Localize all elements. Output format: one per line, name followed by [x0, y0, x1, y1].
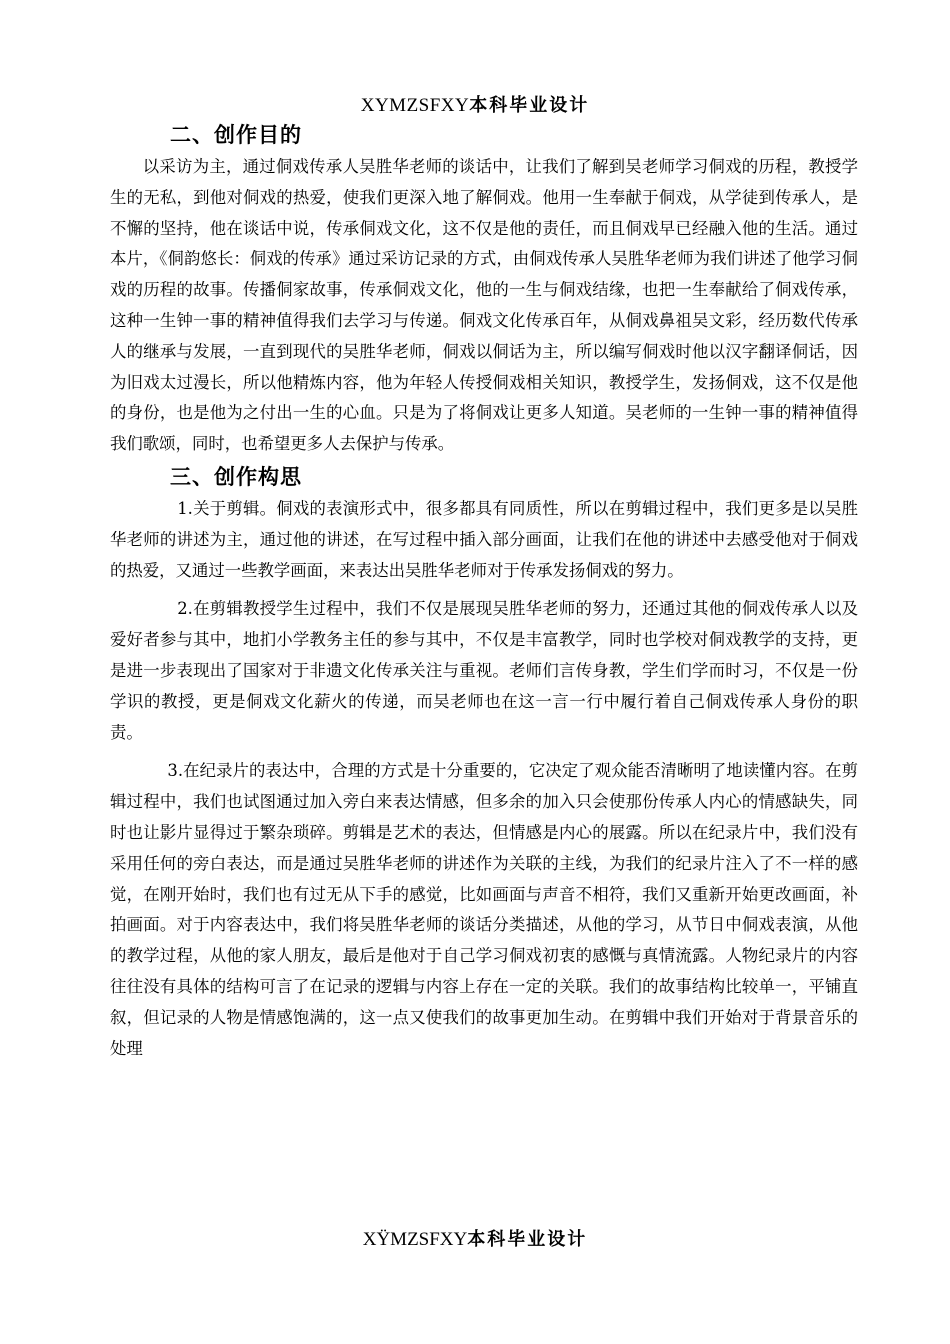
footer-label: 本科毕业设计 — [467, 1229, 588, 1250]
paragraph: 2.在剪辑教授学生过程中，我们不仅是展现吴胜华老师的努力，还通过其他的侗戏传承人以及爱好者参与其中，地扪小学教务主任的参与其中，不仅是丰富教学，同时也学校对侗戏教学的支持，更是进一步表现出了国家对于非遗文化传承关注与重视。老师们言传身教，学生们学而时习，不仅是一份学识的教授，更是侗戏文化薪火的传递，而吴老师也在这一言一行中履行着自己侗戏传承人身份的职责。 — [110, 599, 858, 742]
section-heading: 二、创作目的 — [170, 123, 302, 147]
section-heading: 三、创作构思 — [170, 464, 302, 489]
footer-school-code: XŸMZSFXY — [362, 1229, 468, 1250]
document-body — [110, 118, 858, 1064]
section-creation-purpose — [110, 118, 858, 460]
header-label: 本科毕业设计 — [469, 95, 590, 116]
header-school-code: XYMZSFXY — [360, 95, 470, 116]
page-footer — [0, 1228, 950, 1252]
paragraph: 3.在纪录片的表达中，合理的方式是十分重要的，它决定了观众能否清晰明了地读懂内容。在剪辑过程中，我们也试图通过加入旁白来表达情感，但多余的加入只会使那份传承人内心的情感缺失，同时也让影片显得过于繁杂琐碎。剪辑是艺术的表达，但情感是内心的展露。所以在纪录片中，我们没有采用任何的旁白表达，而是通过吴胜华老师的讲述作为关联的主线，为我们的纪录片注入了不一样的感觉，在刚开始时，我们也有过无从下手的感觉，比如画面与声音不相符，我们又重新开始更改画面，补拍画面。对于内容表达中，我们将吴胜华老师的谈话分类描述，从他的学习，从节日中侗戏表演，从他的教学过程，从他的家人朋友，最后是他对于自己学习侗戏初衷的感慨与真情流露。人物纪录片的内容往往没有具体的结构可言了在记录的逻辑与内容上存在一定的关联。我们的故事结构比较单一，平铺直叙，但记录的人物是情感饱满的，这一点又使我们的故事更加生动。在剪辑中我们开始对于背景音乐的处理 — [110, 761, 858, 1058]
paragraph: 以采访为主，通过侗戏传承人吴胜华老师的谈话中，让我们了解到吴老师学习侗戏的历程，教授学生的无私，到他对侗戏的热爱，使我们更深入地了解侗戏。他用一生奉献于侗戏，从学徒到传承人，是不懈的坚持，他在谈话中说，传承侗戏文化，这不仅是他的责任，而且侗戏早已经融入他的生活。通过本片，《侗韵悠长：侗戏的传承》通过采访记录的方式，由侗戏传承人吴胜华老师为我们讲述了他学习侗戏的历程的故事。传播侗家故事，传承侗戏文化，他的一生与侗戏结缘，也把一生奉献给了侗戏传承，这种一生钟一事的精神值得我们去学习与传递。侗戏文化传承百年，从侗戏鼻祖吴文彩，经历数代传承人的继承与发展，一直到现代的吴胜华老师，侗戏以侗话为主，所以编写侗戏时他以汉字翻译侗话，因为旧戏太过漫长，所以他精炼内容，他为年轻人传授侗戏相关知识，教授学生，发扬侗戏，这不仅是他的身份，也是他为之付出一生的心血。只是为了将侗戏让更多人知道。吴老师的一生钟一事的精神值得我们歌颂，同时，也希望更多人去保护与传承。 — [110, 157, 858, 454]
paragraph: 1.关于剪辑。侗戏的表演形式中，很多都具有同质性，所以在剪辑过程中，我们更多是以吴胜华老师的讲述为主，通过他的讲述，在写过程中插入部分画面，让我们在他的讲述中去感受他对于侗戏的热爱，又通过一些教学画面，来表达出吴胜华老师对于传承发扬侗戏的努力。 — [110, 498, 858, 580]
page-header — [0, 94, 950, 118]
section-creation-concept — [110, 460, 858, 1064]
